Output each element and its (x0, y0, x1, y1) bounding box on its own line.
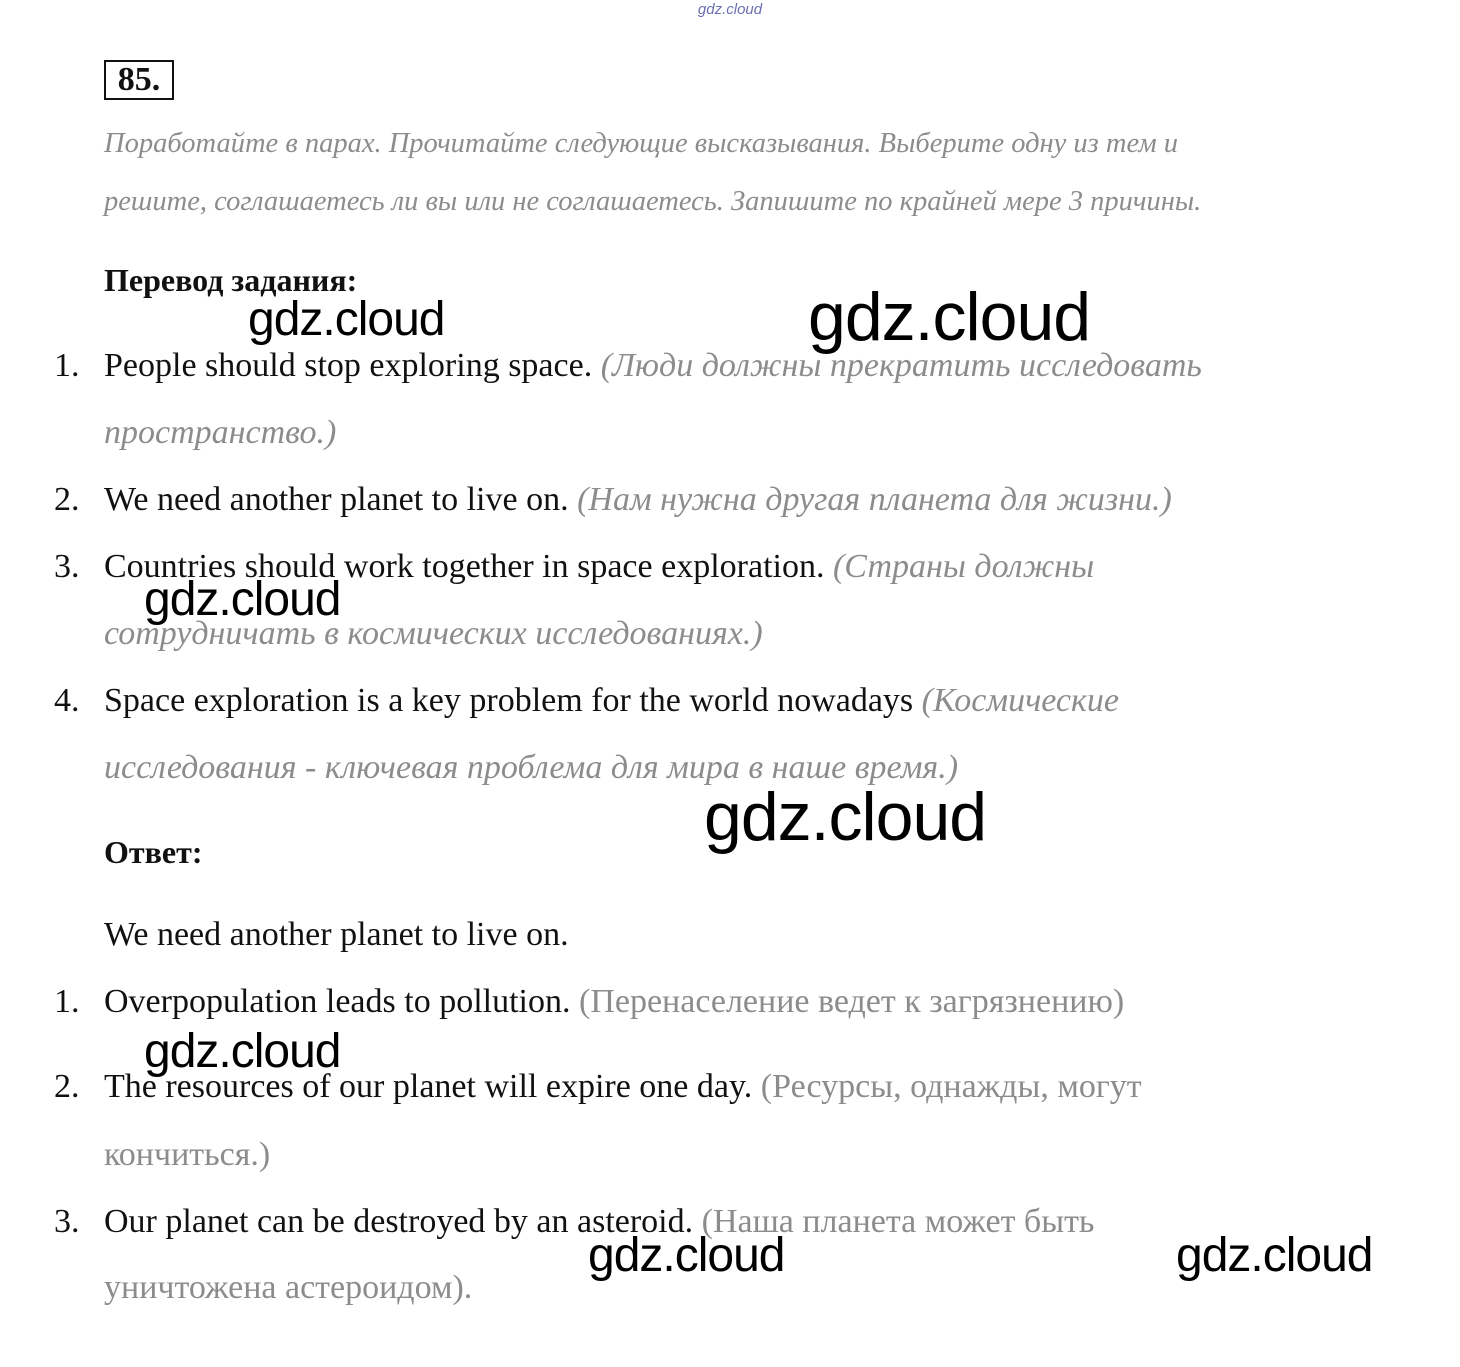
statement-number: 2. (54, 481, 80, 518)
watermark: gdz.cloud (248, 293, 445, 346)
statement-4 (104, 682, 1119, 720)
answer-heading: Ответ: (104, 834, 203, 870)
reason-en: Our planet can be destroyed by an asteroid. (104, 1203, 694, 1240)
watermark: gdz.cloud (1176, 1229, 1373, 1282)
statement-translation: (Люди должны прекратить исследовать (600, 347, 1202, 384)
watermark: gdz.cloud (144, 573, 341, 626)
statement-translation-cont: исследования - ключевая проблема для мира в наше время.) (104, 749, 959, 786)
instruction-line-1: Поработайте в парах. Прочитайте следующие высказывания. Выберите одну из тем и (104, 128, 1179, 159)
watermark: gdz.cloud (588, 1229, 785, 1282)
reason-1 (104, 983, 1124, 1021)
statement-2 (104, 481, 1172, 519)
statement-number: 1. (54, 347, 80, 384)
statement-en: We need another planet to live on. (104, 481, 569, 518)
statement-number: 4. (54, 682, 80, 719)
reason-number: 3. (54, 1203, 80, 1240)
reason-number: 2. (54, 1068, 80, 1105)
statement-translation: (Страны должны (832, 548, 1095, 585)
reason-translation-cont: уничтожена астероидом). (104, 1269, 473, 1306)
statement-en: People should stop exploring space. (104, 347, 593, 384)
statement-translation-cont: пространство.) (104, 414, 337, 451)
statement-number: 3. (54, 548, 80, 585)
statement-en: Space exploration is a key problem for the world nowadays (104, 682, 914, 719)
answer-topic: We need another planet to live on. (104, 916, 569, 953)
reason-translation: (Перенаселение ведет к загрязнению) (579, 983, 1125, 1020)
instruction-line-2: решите, соглашаетесь ли вы или не соглашаетесь. Запишите по крайней мере 3 причины. (104, 186, 1202, 217)
translation-heading: Перевод задания: (104, 262, 358, 298)
reason-translation-cont: кончиться.) (104, 1136, 271, 1173)
top-watermark: gdz.cloud (697, 1, 763, 18)
reason-en: The resources of our planet will expire one day. (104, 1068, 753, 1105)
statement-translation: (Космические (921, 682, 1120, 719)
reason-number: 1. (54, 983, 80, 1020)
statement-translation-cont: сотрудничать в космических исследованиях.) (104, 615, 763, 652)
watermark: gdz.cloud (704, 779, 987, 855)
watermark: gdz.cloud (808, 279, 1091, 355)
reason-en: Overpopulation leads to pollution. (104, 983, 571, 1020)
reason-translation: (Ресурсы, однажды, могут (760, 1068, 1142, 1105)
statement-en: Countries should work together in space exploration. (104, 548, 825, 585)
watermark: gdz.cloud (144, 1025, 341, 1078)
exercise-number: 85. (104, 60, 174, 100)
reason-translation: (Наша планета может быть (701, 1203, 1095, 1240)
statement-translation: (Нам нужна другая планета для жизни.) (577, 481, 1172, 518)
